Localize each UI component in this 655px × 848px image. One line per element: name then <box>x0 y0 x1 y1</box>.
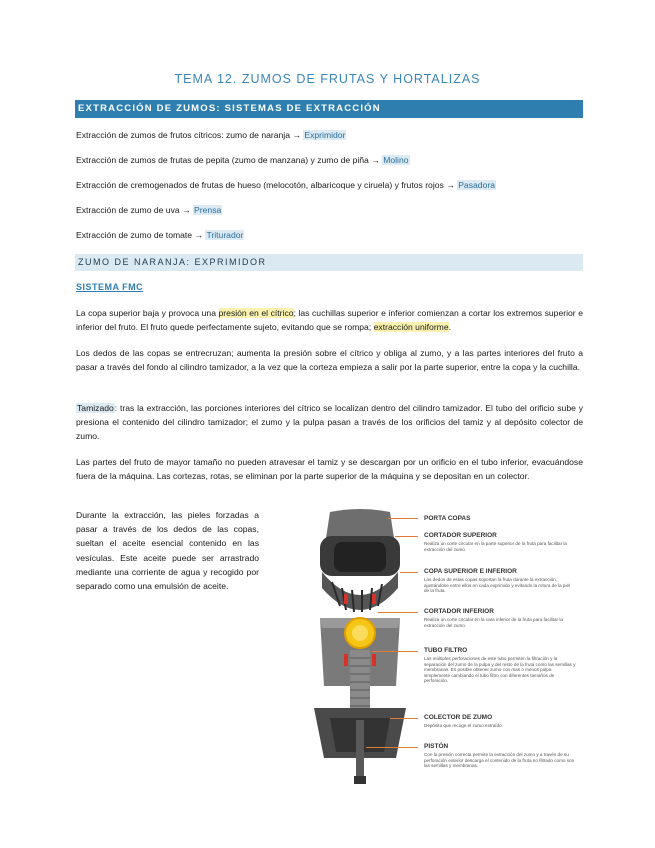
label-porta-copas: PORTA COPAS <box>424 515 471 522</box>
leader-line <box>390 718 418 719</box>
heading-sistema-fmc: SISTEMA FMC <box>76 282 144 292</box>
label-cortador-inferior: CORTADOR INFERIOR <box>424 608 494 615</box>
list-item: Extracción de zumos de frutas de pepita (zumo de manzana) y zumo de piña → Molino <box>76 155 409 165</box>
label-colector-de-zumo: COLECTOR DE ZUMO <box>424 714 493 721</box>
list-item: Extracción de zumo de uva → Prensa <box>76 205 222 215</box>
desc-tubo-filtro: Las múltiples perforaciones de este tubo permiten la filtración y la separación del zumo de la pulpa y del resto de la fruta como las semillas y membranas. Es posible obtener zumo con mas o menos pulpa simplemente cambiando el tubo filtro con diferentes tamaños de perforación. <box>424 656 576 684</box>
leader-line <box>366 747 418 748</box>
label-tubo-filtro: TUBO FILTRO <box>424 647 468 654</box>
paragraph: Los dedos de las copas se entrecruzan; aumenta la presión sobre el cítrico y obliga al zumo, y a las partes interiores del fruto a pasar a través del fondo al cilindro tamizador, a la vez que la corteza empieza a salir por la parte superior, entre la copa y la cuchilla. <box>76 348 583 373</box>
desc-copa-superior-inferior: Los dedos de estas copas soportan la fruta durante la extracción, ajustándose entre ellos en cada exprimido y evitando la rotura de la piel de la fruta. <box>424 577 571 594</box>
desc-cortador-inferior: Realiza un corte circular en la cara inferior de la fruta para facilitar la extracción del zumo. <box>424 617 563 628</box>
page-title: TEMA 12. ZUMOS DE FRUTAS Y HORTALIZAS <box>174 72 481 86</box>
fmc-extractor-diagram <box>300 508 580 786</box>
paragraph: Tamizado: tras la extracción, las porciones interiores del cítrico se localizan dentro del cilindro tamizador. El tubo del orificio sube y presiona el contenido del cilindro tamizador; el zumo y la pulpa pasan a través de los orificios del tamiz y al depósito colector de zumo. <box>76 403 583 442</box>
leader-line <box>378 612 418 613</box>
subsection-heading-naranja: ZUMO DE NARANJA: EXPRIMIDOR <box>75 254 583 271</box>
list-item: Extracción de zumo de tomate → Triturador <box>76 230 244 240</box>
paragraph: Durante la extracción, las pieles forzadas a pasar a través de los dedos de las copas, sueltan el aceite esencial contenido en las vesículas. Este aceite puede ser arrastrado mediante una corriente de agua y recogido por separado como una emulsión de aceite. <box>76 510 259 592</box>
paragraph: La copa superior baja y provoca una presión en el cítrico; las cuchillas superior e inferior comienzan a cortar los extremos superior e inferior del fruto. El fruto quede perfectamente sujeto, evitando que se rompa; extracción uniforme. <box>76 308 583 333</box>
desc-colector-de-zumo: Depósito que recoge el zumo extraído. <box>424 723 503 728</box>
label-piston: PISTÓN <box>424 743 449 750</box>
section-heading-extraccion: EXTRACCIÓN DE ZUMOS: SISTEMAS DE EXTRACCIÓN <box>75 100 583 118</box>
extractor-illustration <box>300 508 420 786</box>
leader-line <box>388 518 418 519</box>
label-copa-superior-inferior: COPA SUPERIOR E INFERIOR <box>424 568 517 575</box>
desc-piston: Con la presión correcta permite la extracción del zumo y a través de su perforación exterior descarga el contenido de la fruta no filtrado como son las semillas y membranas. <box>424 752 575 769</box>
list-item: Extracción de zumos de frutos cítricos: zumo de naranja → Exprimidor <box>76 130 346 140</box>
label-cortador-superior: CORTADOR SUPERIOR <box>424 532 497 539</box>
list-item: Extracción de cremogenados de frutas de hueso (melocotón, albaricoque y ciruela) y frutos rojos → Pasadora <box>76 180 495 190</box>
paragraph: Las partes del fruto de mayor tamaño no pueden atravesar el tamiz y se descargan por un orificio en el tubo inferior, evacuándose fuera de la máquina. Las cortezas, rotas, se eliminan por la parte superior de la máquina y se depositan en un colector. <box>76 457 583 482</box>
leader-line <box>400 572 418 573</box>
desc-cortador-superior: Realiza un corte circular en la parte superior de la fruta para facilitar la extracción del zumo. <box>424 541 567 552</box>
leader-line <box>372 651 418 652</box>
leader-line <box>395 536 418 537</box>
